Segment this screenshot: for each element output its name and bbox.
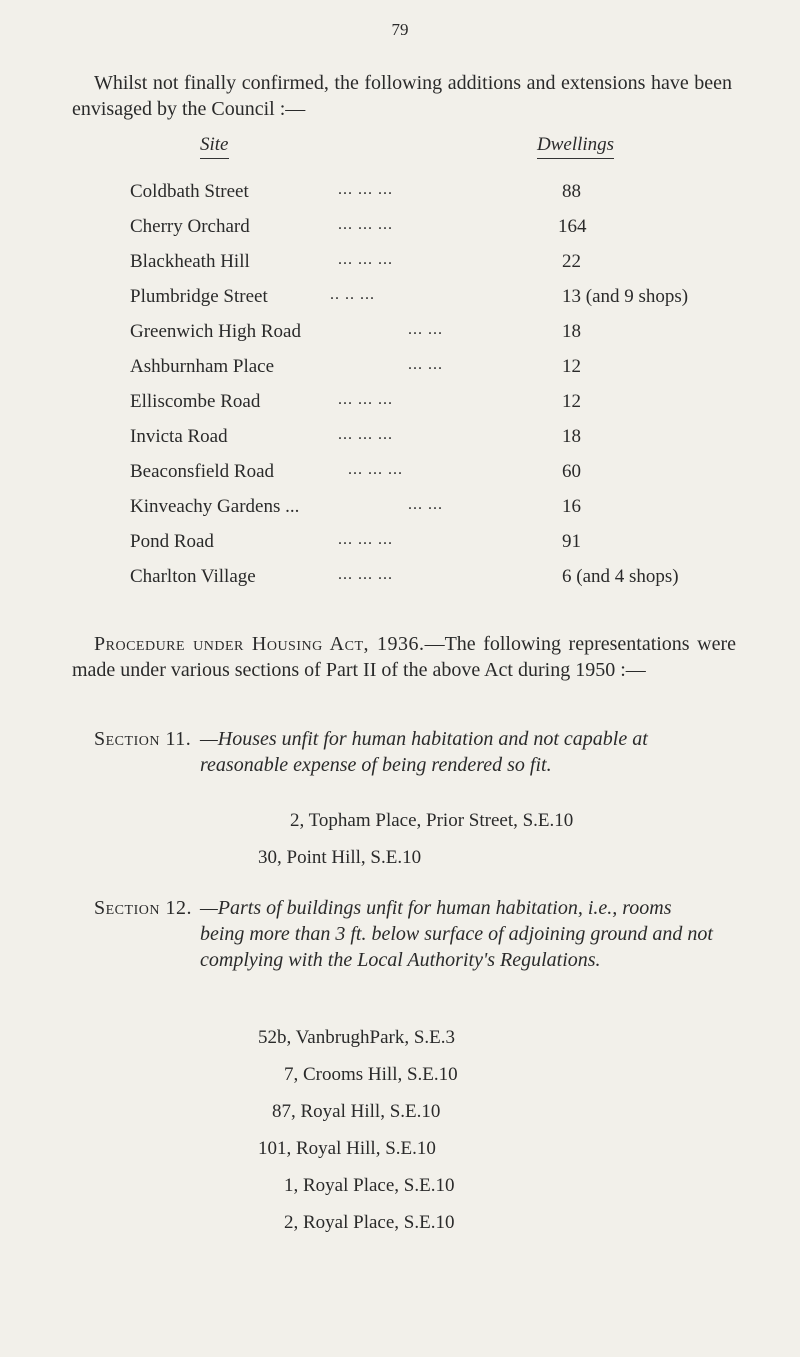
- table-row: [130, 391, 750, 421]
- column-header-dwellings: Dwellings: [537, 134, 614, 159]
- table-row: [130, 181, 750, 211]
- site-name: Greenwich High Road: [130, 321, 301, 342]
- table-row: [130, 426, 750, 456]
- address-line: 30, Point Hill, S.E.10: [258, 847, 422, 868]
- address-line: 7, Crooms Hill, S.E.10: [284, 1064, 458, 1085]
- address-line: 87, Royal Hill, S.E.10: [272, 1101, 441, 1122]
- dwellings-count: 6 (and 4 shops): [562, 566, 679, 587]
- leader-dots: ... ... ...: [338, 531, 393, 548]
- leader-dots: ... ... ...: [338, 216, 393, 233]
- leader-dots: ... ... ...: [348, 461, 403, 478]
- table-row: [130, 531, 750, 561]
- table-row: [130, 251, 750, 281]
- site-name: Charlton Village: [130, 566, 256, 587]
- procedure-paragraph: [72, 631, 736, 683]
- section-11: [72, 726, 736, 786]
- table-row: [130, 321, 750, 351]
- address-line: 2, Royal Place, S.E.10: [284, 1212, 455, 1233]
- site-name: Plumbridge Street: [130, 286, 268, 307]
- section-11-text: —Houses unfit for human habitation and not capable at reasonable expense of being rendered so fit.: [200, 728, 648, 776]
- dwellings-count: 22: [562, 251, 581, 272]
- dwellings-count: 91: [562, 531, 581, 552]
- leader-dots: .. .. ...: [330, 286, 375, 303]
- section-12-label: Section 12.: [94, 897, 192, 919]
- site-name: Cherry Orchard: [130, 216, 250, 237]
- dwellings-count: 164: [558, 216, 587, 237]
- dwellings-count: 16: [562, 496, 581, 517]
- leader-dots: ... ...: [408, 496, 443, 513]
- leader-dots: ... ... ...: [338, 181, 393, 198]
- table-row: [130, 461, 750, 491]
- table-row: [130, 216, 750, 246]
- section-11-label: Section 11.: [94, 728, 192, 750]
- site-name: Beaconsfield Road: [130, 461, 275, 482]
- leader-dots: ... ...: [408, 356, 443, 373]
- section-12: [72, 895, 736, 1005]
- address-line: 2, Topham Place, Prior Street, S.E.10: [290, 810, 574, 831]
- page-number: 79: [391, 20, 409, 39]
- table-row: [130, 566, 750, 596]
- leader-dots: ... ... ...: [338, 426, 393, 443]
- site-name: Coldbath Street: [130, 181, 249, 202]
- leader-dots: ... ... ...: [338, 566, 393, 583]
- site-name: Elliscombe Road: [130, 391, 261, 412]
- intro-paragraph: Whilst not finally confirmed, the following additions and extensions have been envisaged by the Council :—: [72, 72, 732, 120]
- dwellings-count: 60: [562, 461, 581, 482]
- site-name: Ashburnham Place: [130, 356, 275, 377]
- dwellings-count: 12: [562, 356, 581, 377]
- table-row: [130, 496, 750, 526]
- address-line: 52b, VanbrughPark, S.E.3: [258, 1027, 456, 1048]
- section-12-text: —Parts of buildings unfit for human habitation, i.e., rooms being more than 3 ft. below surface of adjoining ground and not complying with the Local Authority's Regulations.: [200, 897, 713, 971]
- dwellings-count: 13 (and 9 shops): [562, 286, 689, 307]
- dwellings-count: 12: [562, 391, 581, 412]
- site-name: Pond Road: [130, 531, 214, 552]
- procedure-heading: Procedure under Housing Act, 1936.: [94, 633, 425, 655]
- column-header-site: Site: [200, 134, 229, 159]
- leader-dots: ... ... ...: [338, 251, 393, 268]
- site-name: Blackheath Hill: [130, 251, 250, 272]
- site-name: Kinveachy Gardens ...: [130, 496, 300, 517]
- dwellings-count: 88: [562, 181, 581, 202]
- table-row: [130, 356, 750, 386]
- table-row: [130, 286, 750, 316]
- site-name: Invicta Road: [130, 426, 228, 447]
- address-line: 101, Royal Hill, S.E.10: [258, 1138, 436, 1159]
- procedure-text: —The following representations were made under various sections of Part II of the above Act during 1950 :—: [72, 633, 736, 681]
- leader-dots: ... ...: [408, 321, 443, 338]
- leader-dots: ... ... ...: [338, 391, 393, 408]
- dwellings-count: 18: [562, 426, 581, 447]
- address-line: 1, Royal Place, S.E.10: [284, 1175, 455, 1196]
- dwellings-count: 18: [562, 321, 581, 342]
